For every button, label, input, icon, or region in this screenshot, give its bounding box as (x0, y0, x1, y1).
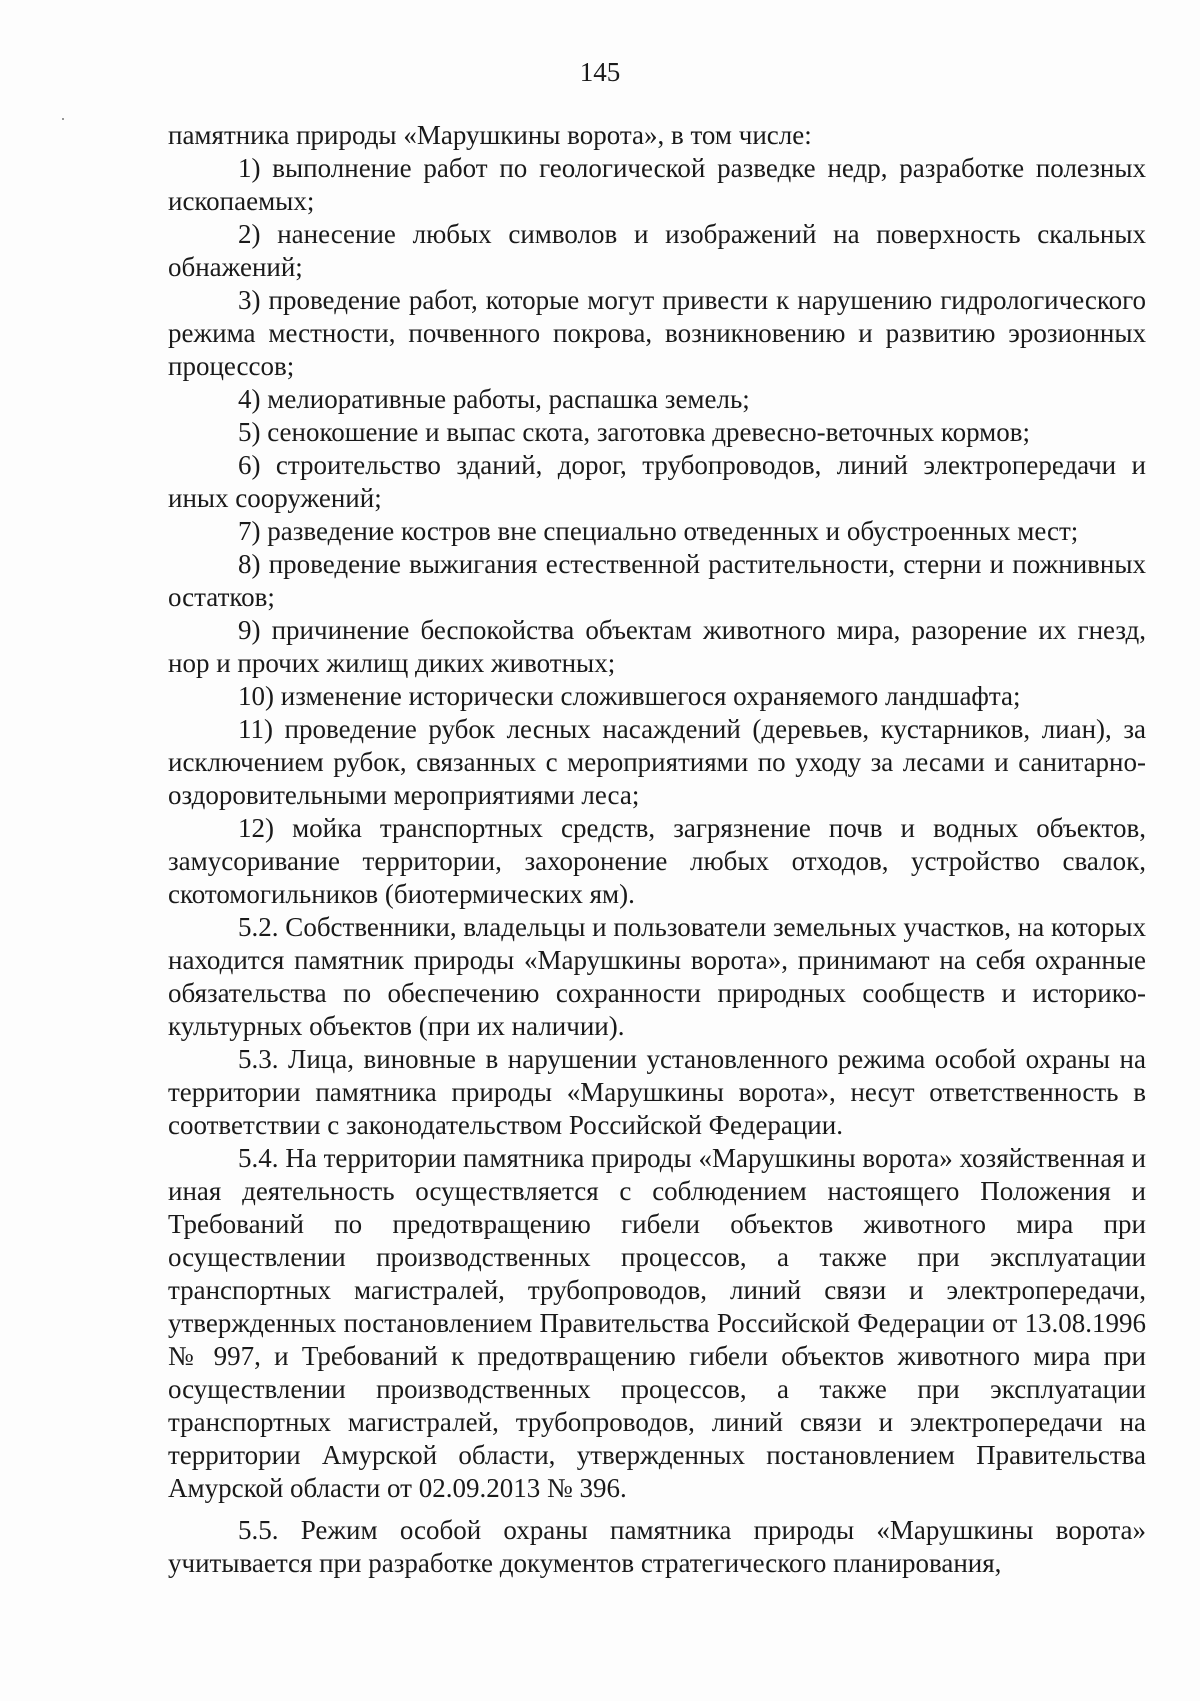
scan-speck (62, 118, 64, 120)
list-item-1: 1) выполнение работ по геологической разведке недр, разработке полезных ископаемых; (168, 153, 1146, 216)
section-5-5: 5.5. Режим особой охраны памятника природы «Марушкины ворота» учитывается при разработке документов стратегического планирования, (168, 1515, 1146, 1578)
list-item-10: 10) изменение исторически сложившегося охраняемого ландшафта; (238, 681, 1021, 711)
paragraph-intro: памятника природы «Марушкины ворота», в том числе: (168, 120, 812, 150)
list-item-6: 6) строительство зданий, дорог, трубопроводов, линий электропередачи и иных сооружений; (168, 450, 1146, 513)
page-number: 145 (579, 57, 621, 87)
list-item-3: 3) проведение работ, которые могут привести к нарушению гидрологического режима местности, почвенного покрова, возникновению и развитию эрозионных процессов; (168, 285, 1146, 381)
list-item-4: 4) мелиоративные работы, распашка земель; (238, 384, 750, 414)
list-item-2: 2) нанесение любых символов и изображений на поверхность скальных обнажений; (168, 219, 1146, 282)
list-item-8: 8) проведение выжигания естественной растительности, стерни и пожнивных остатков; (168, 549, 1146, 612)
section-5-4: 5.4. На территории памятника природы «Марушкины ворота» хозяйственная и иная деятельность осуществляется с соблюдением настоящего Положения и Требований по предотвращению гибели объектов животного мира при осуществлении производственных процессов, а также при эксплуатации транспортных магистралей, трубопроводов, линий связи и электропередачи, утвержденных постановлением Правительства Российской Федерации от 13.08.1996 № 997, и Требований к предотвращению гибели объектов животного мира при осуществлении производственных процессов, а также при эксплуатации транспортных магистралей, трубопроводов, линий связи и электропередачи на территории Амурской области, утвержденных постановлением Правительства Амурской области от 02.09.2013 № 396. (168, 1143, 1146, 1503)
list-item-7: 7) разведение костров вне специально отведенных и обустроенных мест; (238, 516, 1079, 546)
list-item-11: 11) проведение рубок лесных насаждений (деревьев, кустарников, лиан), за исключением рубок, связанных с мероприятиями по уходу за лесами и санитарно-оздоровительными мероприятиями леса; (168, 714, 1146, 810)
section-5-3: 5.3. Лица, виновные в нарушении установленного режима особой охраны на территории памятника природы «Марушкины ворота», несут ответственность в соответствии с законодательством Российской Федерации. (168, 1044, 1146, 1140)
list-item-12: 12) мойка транспортных средств, загрязнение почв и водных объектов, замусоривание территории, захоронение любых отходов, устройство свалок, скотомогильников (биотермических ям). (168, 813, 1146, 909)
body-text (168, 119, 1146, 1580)
section-5-2: 5.2. Собственники, владельцы и пользователи земельных участков, на которых находится памятник природы «Марушкины ворота», принимают на себя охранные обязательства по обеспечению сохранности природных сообществ и историко-культурных объектов (при их наличии). (168, 912, 1146, 1041)
list-item-5: 5) сенокошение и выпас скота, заготовка древесно-веточных кормов; (238, 417, 1031, 447)
list-item-9: 9) причинение беспокойства объектам животного мира, разорение их гнезд, нор и прочих жилищ диких животных; (168, 615, 1146, 678)
